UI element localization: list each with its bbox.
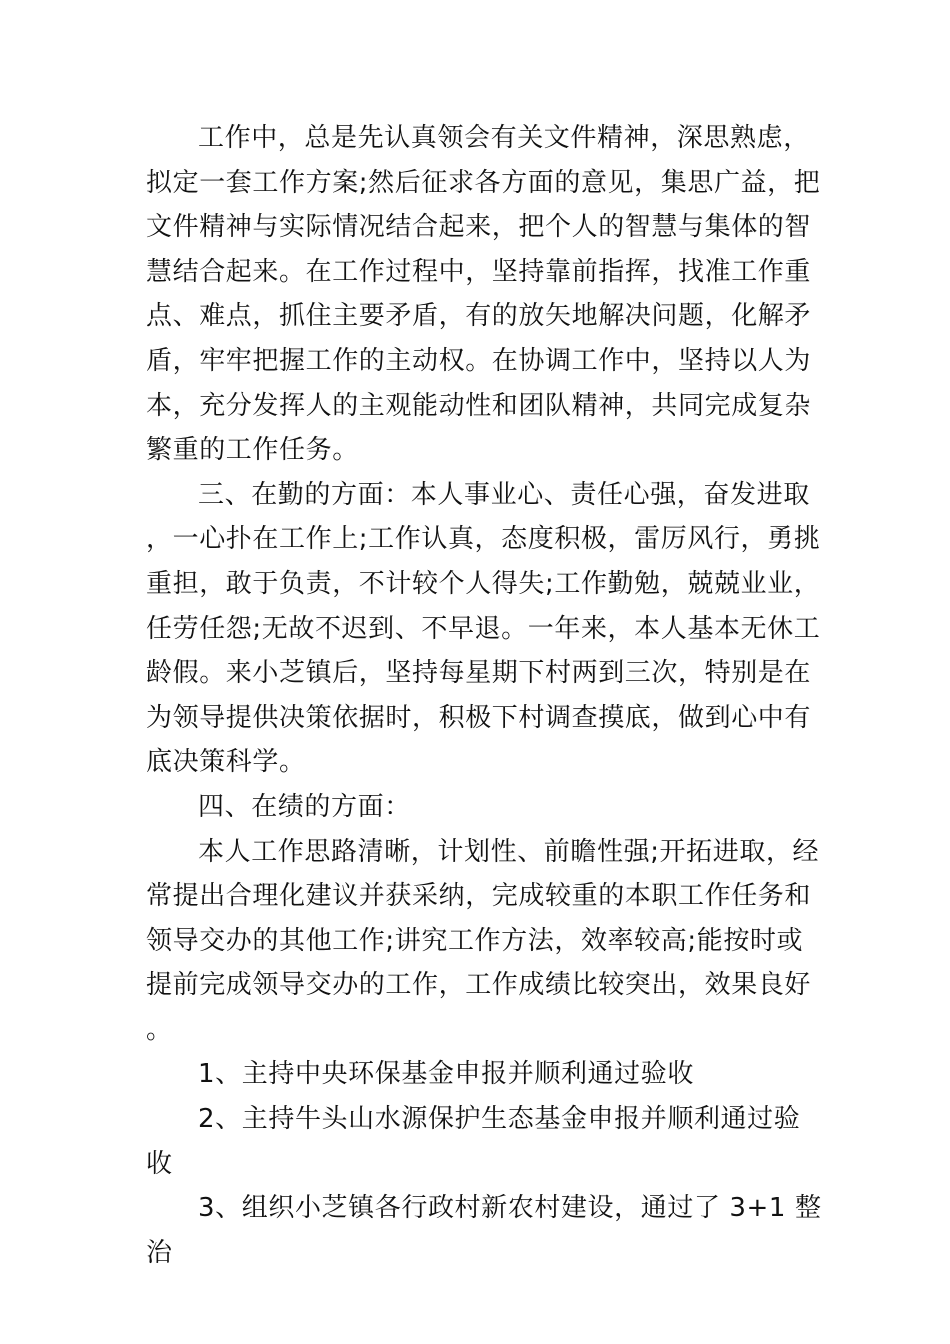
document-body (146, 116, 826, 1275)
paragraph-diligence: 三、在勤的方面：本人事业心、责任心强，奋发进取，一心扑在工作上;工作认真，态度积极，雷厉风行，勇挑重担，敢于负责，不计较个人得失;工作勤勉，兢兢业业，任劳任怨;无故不迟到、不早退。一年来，本人基本无休工龄假。来小芝镇后，坚持每星期下村两到三次，特别是在为领导提供决策依据时，积极下村调查摸底，做到心中有底决策科学。 (146, 479, 821, 778)
paragraph-work-approach: 工作中，总是先认真领会有关文件精神，深思熟虑，拟定一套工作方案;然后征求各方面的意见，集思广益，把文件精神与实际情况结合起来，把个人的智慧与集体的智慧结合起来。在工作过程中，坚持靠前指挥，找准工作重点、难点，抓住主要矛盾，有的放矢地解决问题，化解矛盾，牢牢把握工作的主动权。在协调工作中，坚持以人为本，充分发挥人的主观能动性和团队精神，共同完成复杂繁重的工作任务。 (146, 123, 821, 466)
paragraph-achievements-heading: 四、在绩的方面： (198, 791, 411, 822)
list-item-2: 2、主持牛头山水源保护生态基金申报并顺利通过验收 (146, 1104, 801, 1179)
list-item-3: 3、组织小芝镇各行政村新农村建设，通过了 3+1 整治 (146, 1193, 822, 1268)
paragraph-achievements-summary: 本人工作思路清晰，计划性、前瞻性强;开拓进取，经常提出合理化建议并获采纳，完成较重的本职工作任务和领导交办的其他工作;讲究工作方法，效率较高;能按时或提前完成领导交办的工作，工作成绩比较突出，效果良好。 (146, 836, 820, 1045)
list-item-1: 1、主持中央环保基金申报并顺利通过验收 (198, 1059, 694, 1090)
